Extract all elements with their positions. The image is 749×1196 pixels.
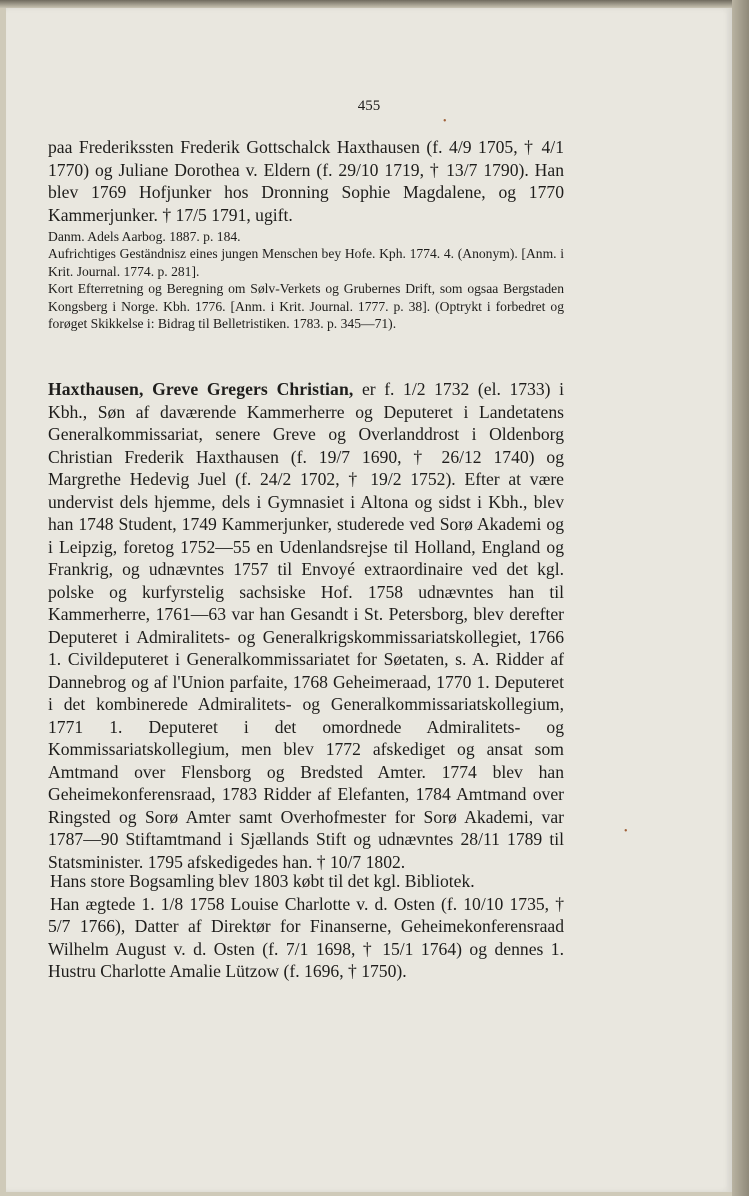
paragraph-1: paa Frederikssten Frederik Gottschalck Haxthausen (f. 4/9 1705, † 4/1 1770) og Juliane Dorothea v. Eldern (f. 29/10 1719, † 13/7 1790). Han blev 1769 Hofjunker hos Dronning Sophie Magdalene, og 1770 Kammerjunker. † 17/5 1791, ugift. <box>48 137 564 225</box>
page-top-edge <box>0 0 749 8</box>
paragraph-marriage: Han ægtede 1. 1/8 1758 Louise Charlotte v. d. Osten (f. 10/10 1735, † 5/7 1766), Datter af Direktør for Finanserne, Geheimekonferensraad Wilhelm August v. d. Osten (f. 7/1 1698, † 15/1 1764) og dennes 1. Hustru Charlotte Amalie Lützow (f. 1696, † 1750). <box>48 893 564 981</box>
page-number: 455 <box>357 98 381 114</box>
closing-paragraphs <box>48 870 564 983</box>
entry-heading: Haxthausen, Greve Gregers Christian, <box>48 379 354 399</box>
book-spine-edge <box>732 0 749 1196</box>
book-page <box>6 8 732 1192</box>
paragraph-continuation <box>48 136 564 226</box>
ink-speck: • <box>443 116 447 127</box>
reference-2: Aufrichtiges Geständnisz eines jungen Menschen bey Hofe. Kph. 1774. 4. (Anonym). [Anm. i Krit. Journal. 1774. p. 281]. <box>48 246 564 279</box>
references-block <box>48 228 564 332</box>
ink-speck: • <box>624 826 628 837</box>
reference-3: Kort Efterretning og Beregning om Sølv-Verkets og Grubernes Drift, som ogsaa Bergstaden Kongsberg i Norge. Kbh. 1776. [Anm. i Krit. Journal. 1777. p. 38]. (Optrykt i forbedret og forøget Skikkelse i: Bidrag til Belletristiken. 1783. p. 345—71). <box>48 281 564 332</box>
biography-entry <box>48 378 564 873</box>
reference-1: Danm. Adels Aarbog. 1887. p. 184. <box>48 229 241 244</box>
entry-body: er f. 1/2 1732 (el. 1733) i Kbh., Søn af daværende Kammerherre og Deputeret i Landetatens Generalkommissariat, senere Greve og Overlanddrost i Oldenborg Christian Frederik Haxthausen (f. 19/7 1690, † 26/12 1740) og Margrethe Hedevig Juel (f. 24/2 1702, † 19/2 1752). Efter at være undervist dels hjemme, dels i Gymnasiet i Altona og sidst i Kbh., blev han 1748 Student, 1749 Kammerjunker, studerede ved Sorø Akademi og i Leipzig, foretog 1752—55 en Udenlandsrejse til Holland, England og Frankrig, og udnævntes 1757 til Envoyé extraordinaire ved det kgl. polske og kurfyrstelig sachsiske Hof. 1758 udnævntes han til Kammerherre, 1761—63 var han Gesandt i St. Petersborg, blev derefter Deputeret i Admiralitets- og Generalkrigskommissariatskollegiet, 1766 1. Civildeputeret i Generalkommissariatet for Søetaten, s. A. Ridder af Dannebrog og af l'Union parfaite, 1768 Geheimeraad, 1770 1. Deputeret i det kombinerede Admiralitets- og Generalkommissariatskollegium, 1771 1. Deputeret i det omordnede Admiralitets- og Kommissariatskollegium, men blev 1772 afskediget og ansat som Amtmand over Flensborg og Bredsted Amter. 1774 blev han Geheimekonferensraad, 1783 Ridder af Elefanten, 1784 Amtmand over Ringsted og Sorø Amter samt Overhofmester for Sorø Akademi, var 1787—90 Stiftamtmand i Sjællands Stift og udnævntes 28/11 1789 til Statsminister. 1795 afskedigedes han. † 10/7 1802. <box>48 379 564 872</box>
entry-paragraph <box>48 378 564 873</box>
paragraph-library: Hans store Bogsamling blev 1803 købt til det kgl. Bibliotek. <box>50 871 475 891</box>
